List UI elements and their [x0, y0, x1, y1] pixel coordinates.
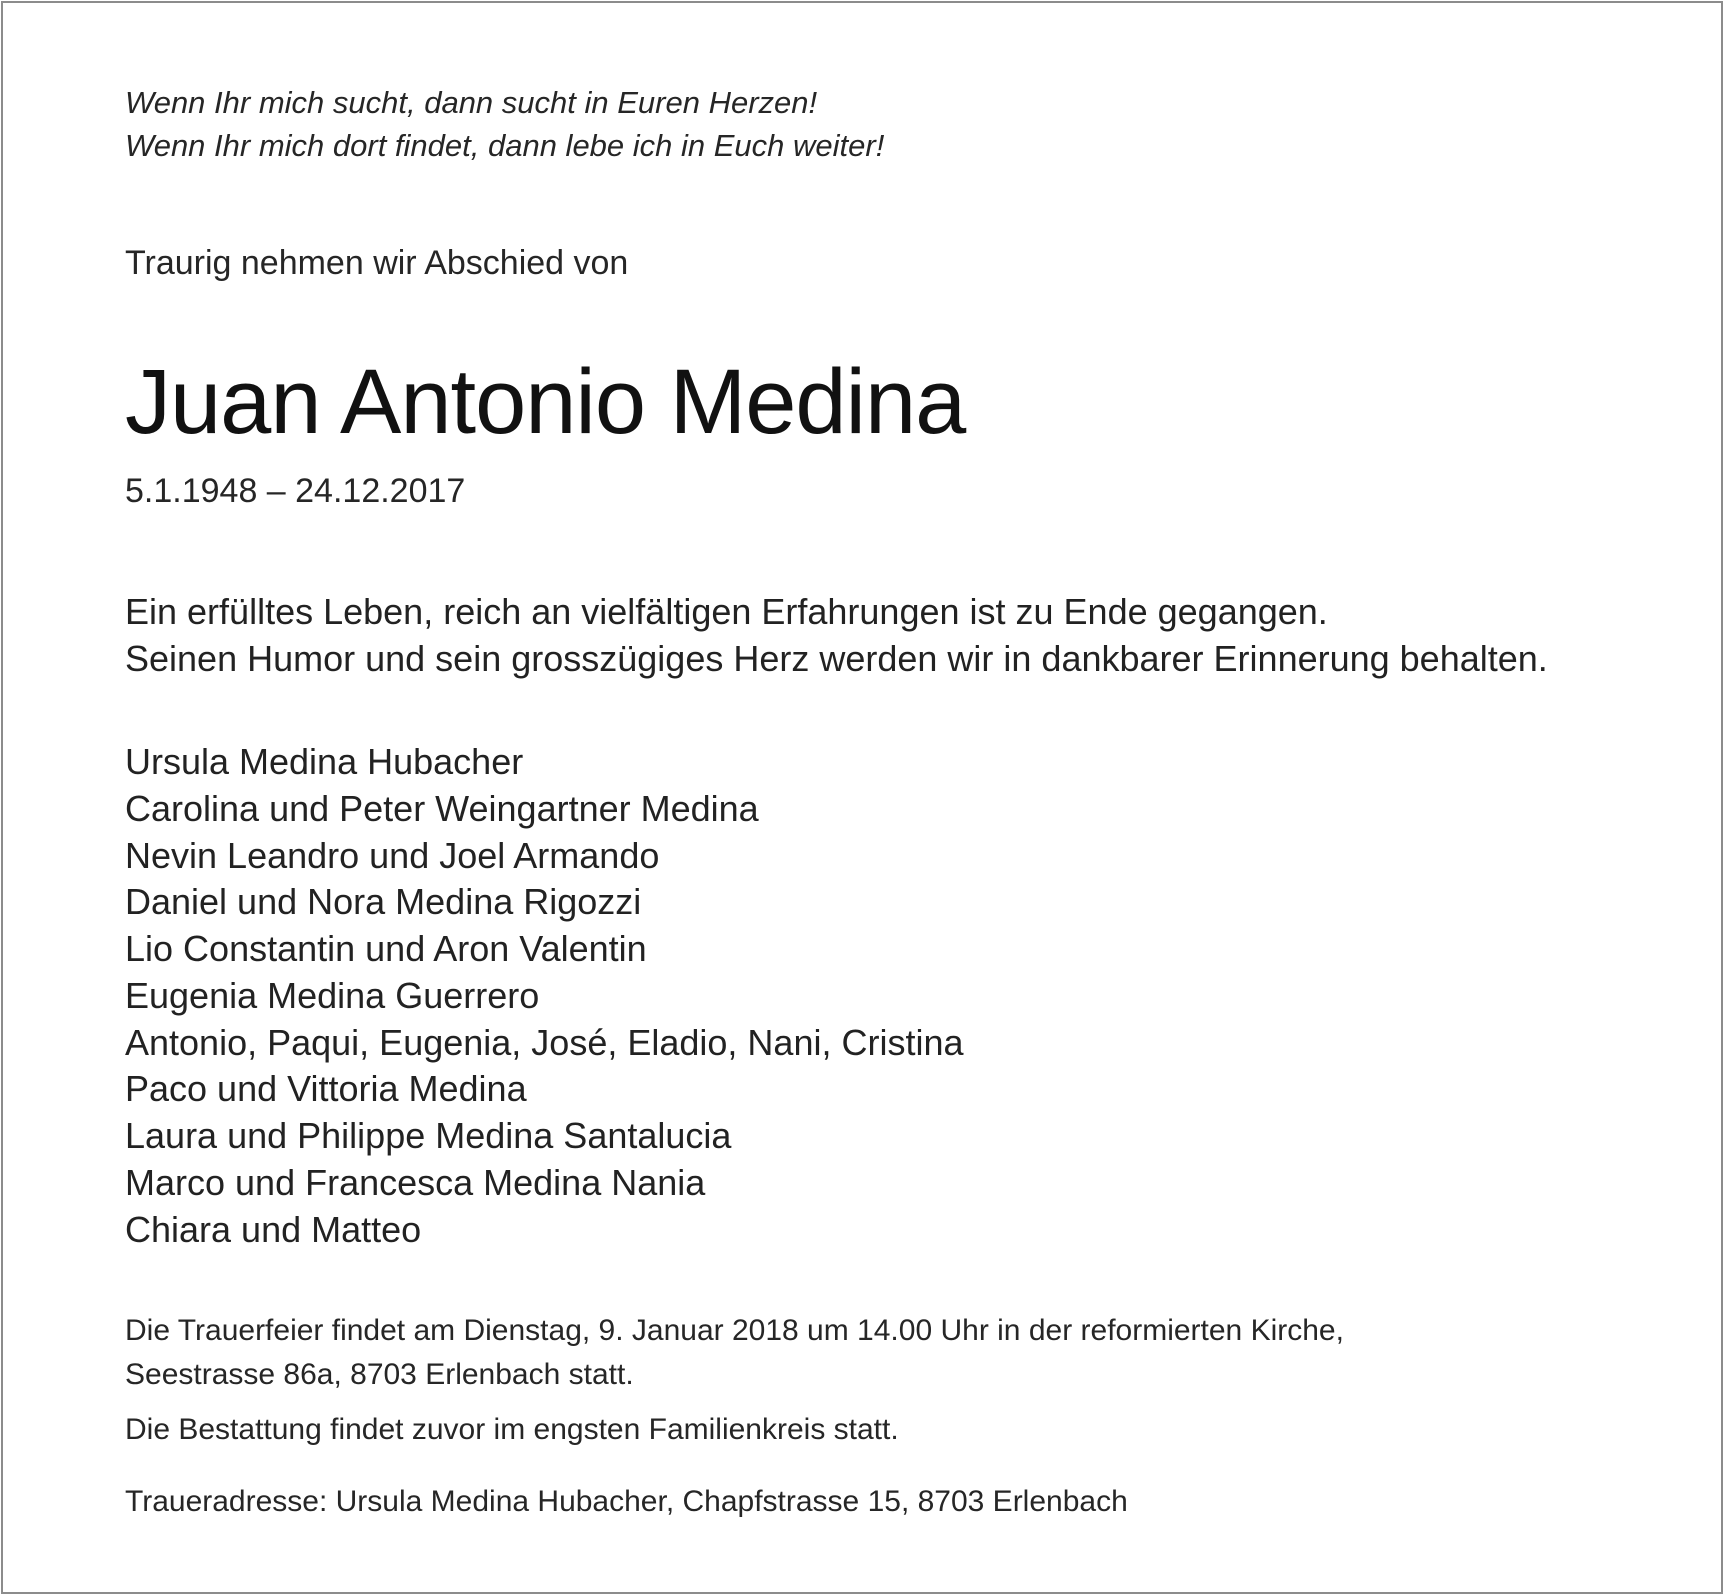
mourner-line: Ursula Medina Hubacher	[125, 741, 524, 782]
obituary-frame	[1, 1, 1723, 1594]
deceased-name: Juan Antonio Medina	[125, 351, 966, 453]
burial-text: Die Bestattung findet zuvor im engsten Familienkreis statt.	[125, 1413, 899, 1446]
ceremony-line-2: Seestrasse 86a, 8703 Erlenbach statt.	[125, 1358, 634, 1391]
mourner-line: Laura und Philippe Medina Santalucia	[125, 1115, 732, 1156]
mourner-line: Lio Constantin und Aron Valentin	[125, 928, 647, 969]
quote-line-1: Wenn Ihr mich sucht, dann sucht in Euren Herzen!	[125, 85, 818, 120]
address-text: Traueradresse: Ursula Medina Hubacher, Chapfstrasse 15, 8703 Erlenbach	[125, 1485, 1128, 1518]
mourner-line: Chiara und Matteo	[125, 1209, 422, 1250]
mourner-line: Eugenia Medina Guerrero	[125, 975, 540, 1016]
quote-line-2: Wenn Ihr mich dort findet, dann lebe ich in Euch weiter!	[125, 128, 885, 163]
mourner-line: Daniel und Nora Medina Rigozzi	[125, 881, 642, 922]
ceremony-line-1: Die Trauerfeier findet am Dienstag, 9. Januar 2018 um 14.00 Uhr in der reformierten Kirche,	[125, 1314, 1344, 1347]
mourner-line: Nevin Leandro und Joel Armando	[125, 835, 660, 876]
mourner-line: Marco und Francesca Medina Nania	[125, 1162, 706, 1203]
tribute-line-1: Ein erfülltes Leben, reich an vielfältigen Erfahrungen ist zu Ende gegangen.	[125, 591, 1328, 632]
mourner-line: Carolina und Peter Weingartner Medina	[125, 788, 759, 829]
tribute-line-2: Seinen Humor und sein grosszügiges Herz werden wir in dankbarer Erinnerung behalten.	[125, 638, 1548, 679]
mourner-line: Paco und Vittoria Medina	[125, 1068, 527, 1109]
intro-text: Traurig nehmen wir Abschied von	[125, 244, 629, 282]
deceased-dates: 5.1.1948 – 24.12.2017	[125, 472, 466, 510]
mourner-line: Antonio, Paqui, Eugenia, José, Eladio, Nani, Cristina	[125, 1022, 964, 1063]
